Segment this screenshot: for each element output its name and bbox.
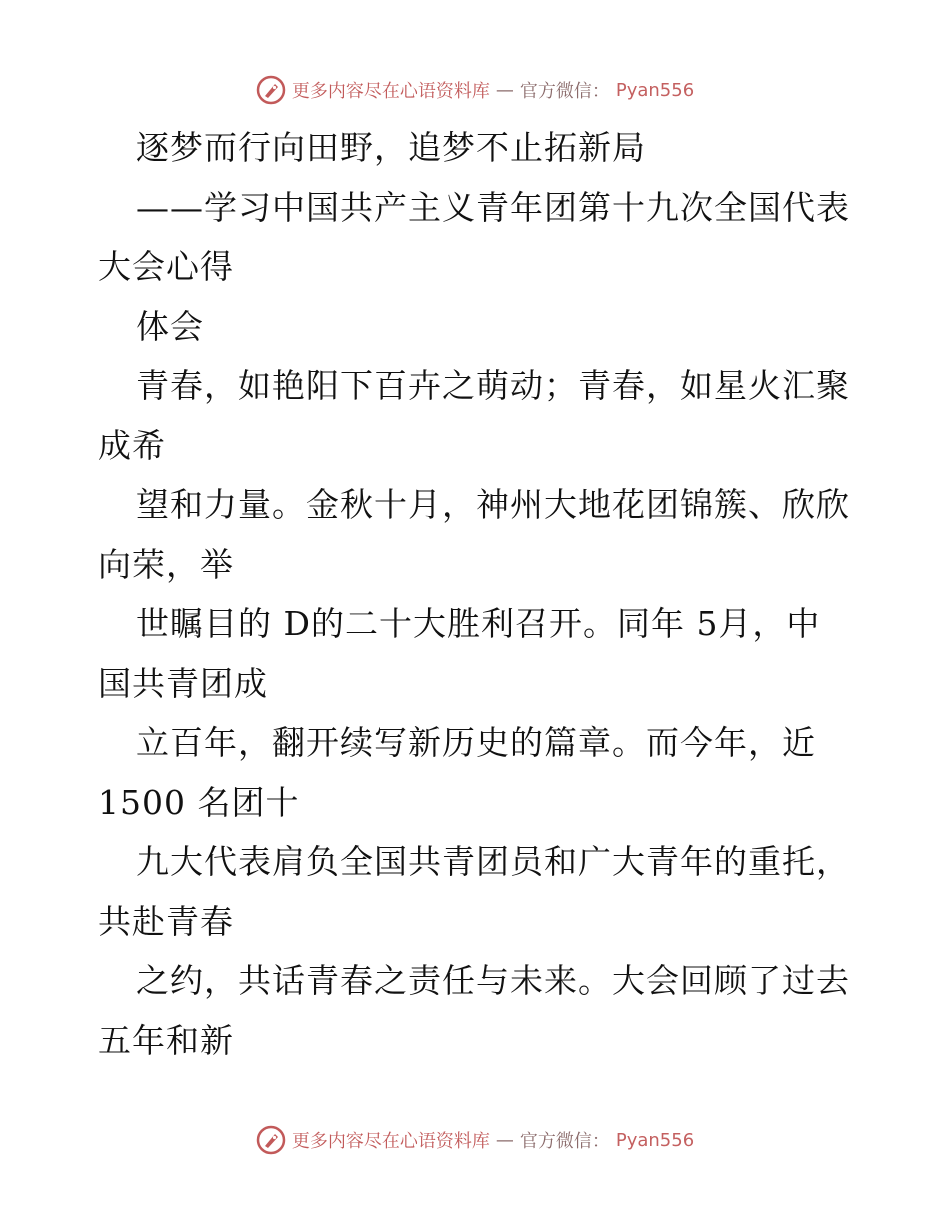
document-line: 之约，共话青春之责任与未来。大会回顾了过去: [136, 961, 850, 1000]
watermark-main-text: 更多内容尽在心语资料库: [291, 1131, 490, 1152]
watermark-wechat-label: 官方微信：: [519, 1131, 610, 1152]
watermark-wechat-id: Pyan556: [615, 79, 695, 101]
pen-nib-logo-icon: [256, 75, 286, 105]
document-line: 世瞩目的 D的二十大胜利召开。同年 5月，中: [136, 604, 821, 643]
watermark-dash: —: [495, 1129, 514, 1151]
header-watermark: [0, 73, 950, 107]
watermark-wechat-id: Pyan556: [615, 1129, 695, 1151]
document-line: 国共青团成: [98, 663, 268, 703]
watermark-wechat-label: 官方微信：: [519, 81, 610, 102]
footer-watermark: [0, 1123, 950, 1157]
document-line: 五年和新: [98, 1020, 234, 1060]
document-line: 逐梦而行向田野，追梦不止拓新局: [136, 128, 646, 167]
document-line: 青春，如艳阳下百卉之萌动；青春，如星火汇聚: [136, 366, 850, 405]
document-line: 立百年，翻开续写新历史的篇章。而今年，近: [136, 723, 816, 762]
document-line: 大会心得: [98, 247, 234, 286]
document-line: 望和力量。金秋十月，神州大地花团锦簇、欣欣: [136, 485, 850, 524]
watermark-main-text: 更多内容尽在心语资料库: [291, 81, 490, 102]
pen-nib-logo-icon: [256, 1125, 286, 1155]
document-line: 共赴青春: [98, 901, 234, 941]
document-line: 体会: [136, 306, 204, 346]
document-line: 九大代表肩负全国共青团员和广大青年的重托，: [136, 842, 850, 881]
watermark-dash: —: [495, 79, 514, 101]
document-line: 成希: [98, 425, 166, 465]
document-line: 1500 名团十: [98, 782, 300, 822]
document-line: 向荣，举: [98, 544, 234, 584]
document-body: [98, 118, 858, 1070]
document-line: ——学习中国共产主义青年团第十九次全国代表: [136, 187, 850, 227]
